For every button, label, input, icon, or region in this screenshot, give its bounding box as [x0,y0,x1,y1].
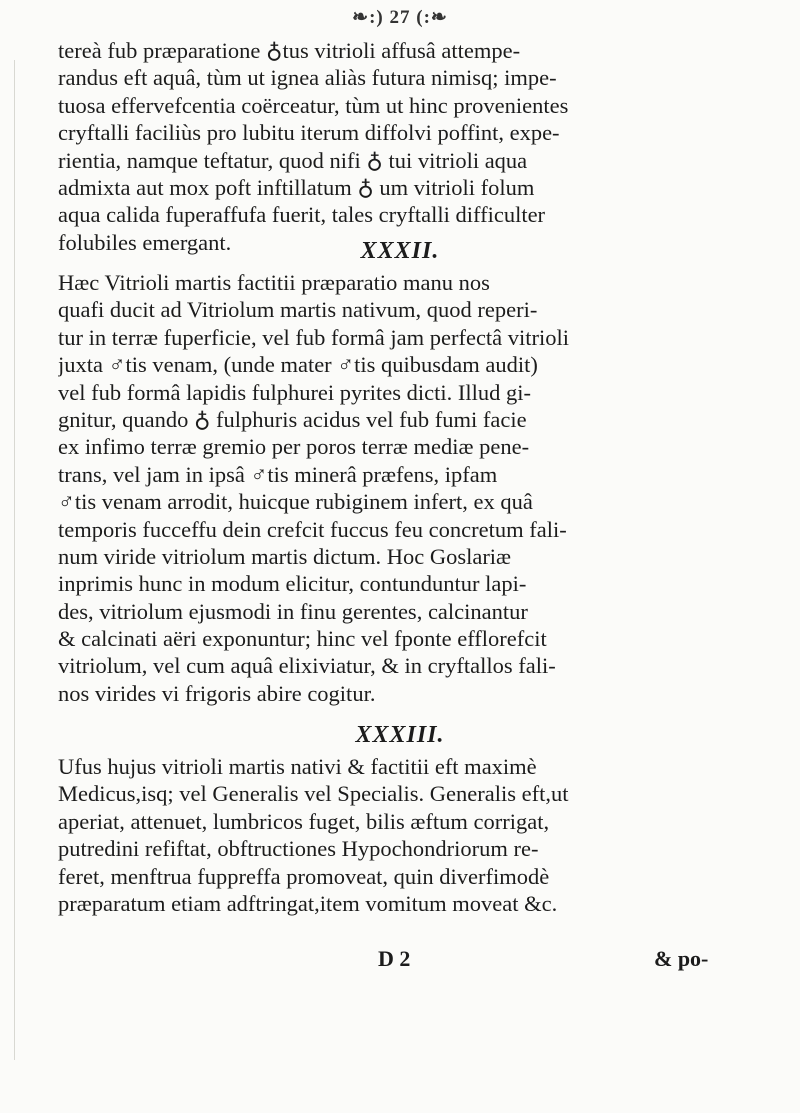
text-line: tereà fub præparatione ♁tus vitrioli affusâ attempe- [58,38,521,63]
page-header: ❧:) 27 (:❧ [352,7,448,28]
paragraph-xxxiii [58,753,758,917]
text-line: aperiat, attenuet, lumbricos fuget, bilis æftum corrigat, [58,808,550,834]
text-line: putredini refiftat, obftructiones Hypochondriorum re- [58,836,539,862]
text-line: præparatum etiam adftringat,item vomitum moveat &c. [58,890,558,916]
text-line: des, vitriolum ejusmodi in finu gerentes, calcinantur [58,598,528,624]
text-line: nos virides vi frigoris abire cogitur. [58,680,376,706]
text-line: Ufus hujus vitrioli martis nativi & factitii eft maximè [58,754,537,779]
catchword: & po- [654,946,709,971]
text-line: num viride vitriolum martis dictum. Hoc Goslariæ [58,543,512,569]
text-line: quafi ducit ad Vitriolum martis nativum, quod reperi- [58,297,538,323]
text-line: vel fub formâ lapidis fulphurei pyrites dicti. Illud gi- [58,379,532,405]
signature-mark: D 2 [378,946,411,971]
text-line: juxta ♂tis venam, (unde mater ♂tis quibusdam audit) [58,352,538,378]
text-line: vitriolum, vel cum aquâ elixiviatur, & in cryftallos fali- [58,653,556,679]
text-line: & calcinati aëri exponuntur; hinc vel fponte efflorefcit [58,626,547,652]
section-heading-xxxiii: XXXIII. [355,722,445,748]
text-line: inprimis hunc in modum elicitur, contunduntur lapi- [58,571,527,597]
paragraph-continued [58,37,758,256]
section-heading-xxxii: XXXII. [360,238,440,264]
text-line: Medicus,isq; vel Generalis vel Specialis. Generalis eft,ut [58,781,569,807]
text-line: gnitur, quando ♁ fulphuris acidus vel fub fumi facie [58,406,527,432]
text-line: feret, menftrua fuppreffa promoveat, quin diverfimodè [58,863,550,889]
paragraph-xxxii [58,269,758,707]
text-line: tur in terræ fuperficie, vel fub formâ jam perfectâ vitrioli [58,324,570,350]
text-line: ex infimo terræ gremio per poros terræ mediæ pene- [58,434,530,460]
text-line: Hæc Vitrioli martis factitii præparatio manu nos [58,270,490,295]
text-line: randus eft aquâ, tùm ut ignea aliàs futura nimisq; impe- [58,65,557,91]
text-line: trans, vel jam in ipsâ ♂tis minerâ præfens, ipfam [58,461,498,487]
text-line: tuosa effervefcentia coërceatur, tùm ut hinc provenientes [58,92,569,118]
text-line: cryftalli faciliùs pro lubitu iterum diffolvi poffint, expe- [58,120,560,146]
text-line: rientia, namque teftatur, quod nifi ♁ tui vitrioli aqua [58,147,528,173]
text-line: admixta aut mox poft inftillatum ♁ um vitrioli folum [58,174,535,200]
text-line: temporis fucceffu dein crefcit fuccus feu concretum fali- [58,516,567,542]
text-line: aqua calida fuperaffufa fuerit, tales cryftalli difficulter [58,202,546,228]
text-line: ♂tis venam arrodit, huicque rubiginem infert, ex quâ [58,489,533,515]
page-edge-shadow [14,60,15,1060]
text-line: folubiles emergant. [58,229,232,255]
